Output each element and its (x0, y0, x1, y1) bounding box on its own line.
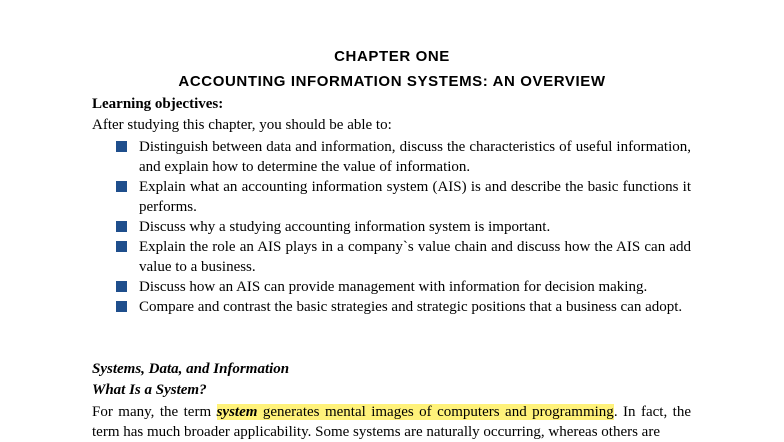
objective-text: Distinguish between data and information, discuss the characteristics of useful information, and explain how to determine the value of information. (139, 139, 691, 175)
objective-text: Discuss how an AIS can provide management with information for decision making. (139, 279, 648, 295)
chapter-subtitle: ACCOUNTING INFORMATION SYSTEMS: AN OVERVIEW (178, 73, 606, 90)
square-bullet-icon (116, 241, 127, 252)
objective-item (116, 177, 691, 217)
objectives-list (116, 137, 691, 317)
objective-item (116, 137, 691, 177)
section-subtitle: What Is a System? (92, 382, 207, 398)
objective-item (116, 277, 691, 297)
section-title: Systems, Data, and Information (92, 361, 290, 377)
objective-item (116, 217, 691, 237)
objective-item (116, 237, 691, 277)
learning-objectives-intro: After studying this chapter, you should be able to: (92, 117, 392, 133)
square-bullet-icon (116, 301, 127, 312)
chapter-title: CHAPTER ONE (334, 48, 450, 65)
square-bullet-icon (116, 141, 127, 152)
learning-objectives-heading: Learning objectives: (92, 96, 224, 112)
para-highlight: generates mental images of computers and programming (257, 404, 614, 420)
objective-text: Explain the role an AIS plays in a company`s value chain and discuss how the AIS can add value to a business. (139, 239, 691, 275)
para-start: For many, the term (92, 404, 217, 420)
para-rest: . In fact, the term has much broader applicability. Some systems are naturally occurring, whereas others are (92, 404, 691, 440)
square-bullet-icon (116, 221, 127, 232)
body-paragraph (92, 402, 691, 442)
objective-item (116, 297, 691, 317)
square-bullet-icon (116, 281, 127, 292)
objective-text: Explain what an accounting information system (AIS) is and describe the basic functions it performs. (139, 179, 691, 215)
para-term: system (216, 404, 258, 420)
objective-text: Discuss why a studying accounting information system is important. (139, 219, 551, 235)
square-bullet-icon (116, 181, 127, 192)
objective-text: Compare and contrast the basic strategies and strategic positions that a business can adopt. (139, 299, 683, 315)
